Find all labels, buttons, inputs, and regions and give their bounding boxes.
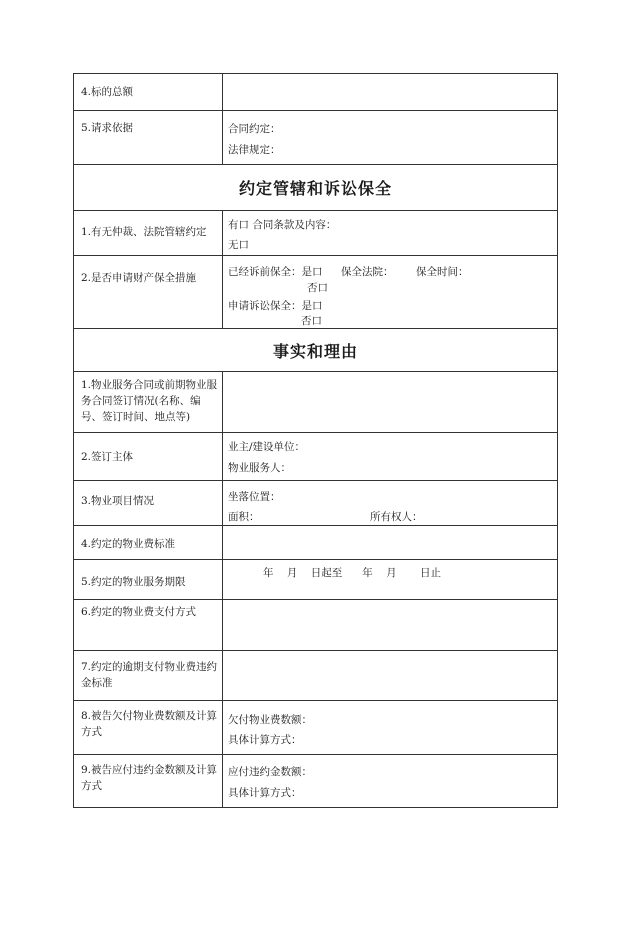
owner-text: 所有权人： [370,511,423,523]
row-service-period [74,560,557,600]
signing-parties-label: 2.签订主体 [81,451,134,463]
property-project-field[interactable] [223,481,557,525]
row-unpaid-fee [74,701,557,755]
label-cell [74,481,223,525]
claim-basis-field[interactable] [223,111,557,164]
litigation-preservation-yes[interactable]: 申请诉讼保全：是口 [228,300,323,312]
legal-provision-text: 法律规定： [228,144,281,156]
preservation-label: 2.是否申请财产保全措施 [81,272,197,284]
litigation-preservation-no[interactable]: 否口 [301,315,322,327]
complaint-form-table [73,73,558,808]
fee-standard-field[interactable] [223,526,557,559]
label-cell [74,755,223,807]
penalty-amount-field[interactable] [223,755,557,807]
unpaid-fee-field[interactable] [223,701,557,754]
total-amount-label: 4.标的总额 [81,86,134,98]
property-service-provider-text: 物业服务人： [228,462,291,474]
penalty-standard-field[interactable] [223,651,557,700]
no-agreement-option[interactable]: 无口 [228,239,249,251]
has-agreement-option[interactable]: 有口 合同条款及内容： [228,219,337,231]
section-header-facts [74,329,557,372]
area-text: 面积： [228,511,260,523]
row-signing-parties [74,433,557,481]
row-penalty-standard [74,651,557,701]
label-cell [74,433,223,480]
penalty-amount-label: 9.被告应付违约金数额及计算方式 [81,764,218,792]
location-text: 坐落位置： [228,491,281,503]
row-contract-info [74,372,557,433]
label-cell [74,111,223,164]
label-cell [74,560,223,599]
row-fee-standard [74,526,557,560]
pre-suit-preservation-yes[interactable]: 已经诉前保全：是口 [228,266,323,278]
calculation-method-text: 具体计算方式： [228,734,302,746]
preservation-field[interactable] [223,256,557,328]
penalty-amount-text: 应付违约金数额： [228,766,312,778]
preservation-time-text: 保全时间： [416,266,469,278]
payment-method-field[interactable] [223,600,557,650]
service-period-field[interactable] [223,560,557,599]
label-cell [74,526,223,559]
calculation-method-text: 具体计算方式： [228,787,302,799]
label-cell [74,211,223,255]
row-claim-basis [74,111,557,165]
label-cell [74,372,223,432]
label-cell [74,651,223,700]
owner-developer-text: 业主/建设单位： [228,441,306,453]
payment-method-label: 6.约定的物业费支付方式 [81,606,197,618]
penalty-standard-label: 7.约定的逾期支付物业费违约金标准 [81,661,218,689]
row-penalty-amount [74,755,557,807]
contract-agreement-text: 合同约定： [228,123,281,135]
unpaid-fee-label: 8.被告欠付物业费数额及计算方式 [81,710,218,738]
label-cell [74,701,223,754]
arbitration-label: 1.有无仲裁、法院管辖约定 [81,226,207,238]
row-property-project [74,481,557,526]
row-total-amount [74,74,557,111]
unpaid-amount-text: 欠付物业费数额： [228,714,312,726]
section-title: 事实和理由 [272,341,358,361]
label-cell [74,600,223,650]
arbitration-field[interactable] [223,211,557,255]
claim-basis-label: 5.请求依据 [81,122,134,134]
service-period-value: 年 月 日起至 年 月 日止 [263,567,441,579]
total-amount-field[interactable] [223,74,557,110]
contract-info-label: 1.物业服务合同或前期物业服务合同签订情况(名称、编号、签订时间、地点等) [81,379,218,423]
pre-suit-preservation-no[interactable]: 否口 [307,282,328,294]
property-project-label: 3.物业项目情况 [81,495,155,507]
row-payment-method [74,600,557,651]
label-cell [74,74,223,110]
label-cell [74,256,223,328]
row-property-preservation [74,256,557,329]
section-header-jurisdiction [74,165,557,211]
fee-standard-label: 4.约定的物业费标准 [81,538,176,550]
service-period-label: 5.约定的物业服务期限 [81,576,186,588]
row-arbitration-agreement [74,211,557,256]
section-title: 约定管辖和诉讼保全 [238,179,392,198]
preservation-court-text: 保全法院： [341,266,394,278]
signing-parties-field[interactable] [223,433,557,480]
contract-info-field[interactable] [223,372,557,432]
